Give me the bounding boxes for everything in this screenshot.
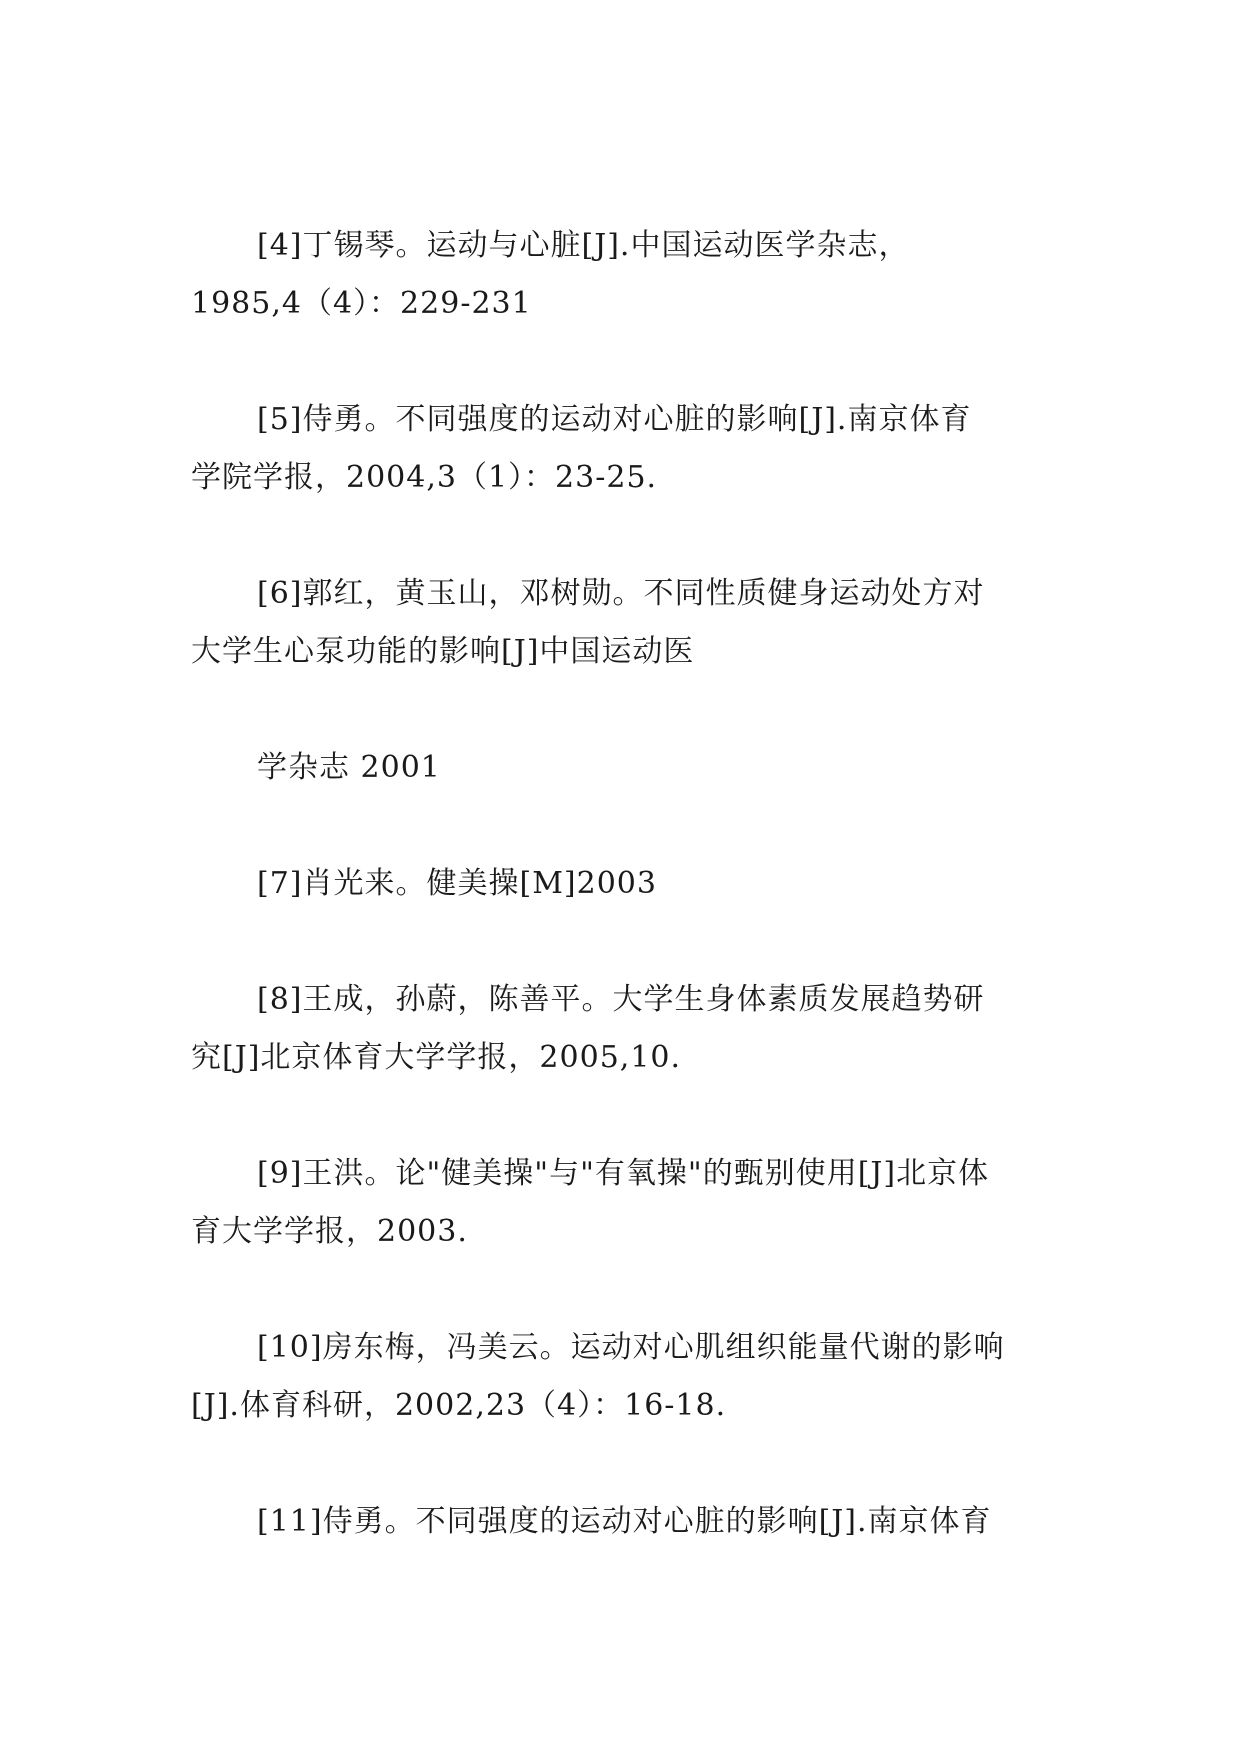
reference-6-line-2: 大学生心泵功能的影响[J]中国运动医 (191, 634, 695, 669)
reference-6-line-3: 学杂志 2001 (257, 750, 441, 785)
reference-8-line-1: [8]王成，孙蔚，陈善平。大学生身体素质发展趋势研 (257, 982, 985, 1017)
reference-11-line-1: [11]侍勇。不同强度的运动对心脏的影响[J].南京体育 (257, 1504, 992, 1539)
reference-7-line-1: [7]肖光来。健美操[M]2003 (257, 866, 657, 901)
reference-9-line-2: 育大学学报，2003. (191, 1214, 468, 1249)
reference-8-line-2: 究[J]北京体育大学学报，2005,10. (191, 1040, 682, 1075)
reference-5-line-2: 学院学报，2004,3（1）：23-25. (191, 460, 658, 495)
reference-10-line-1: [10]房东梅，冯美云。运动对心肌组织能量代谢的影响 (257, 1330, 1005, 1365)
reference-4-line-1: [4]丁锡琴。运动与心脏[J].中国运动医学杂志， (257, 228, 910, 263)
reference-6-line-1: [6]郭红，黄玉山，邓树勋。不同性质健身运动处方对 (257, 576, 985, 611)
reference-9-line-1: [9]王洪。论"健美操"与"有氧操"的甄别使用[J]北京体 (257, 1156, 990, 1191)
reference-4-line-2: 1985,4（4）：229-231 (191, 286, 532, 321)
reference-5-line-1: [5]侍勇。不同强度的运动对心脏的影响[J].南京体育 (257, 402, 972, 437)
reference-10-line-2: [J].体育科研，2002,23（4）：16-18. (191, 1388, 727, 1423)
